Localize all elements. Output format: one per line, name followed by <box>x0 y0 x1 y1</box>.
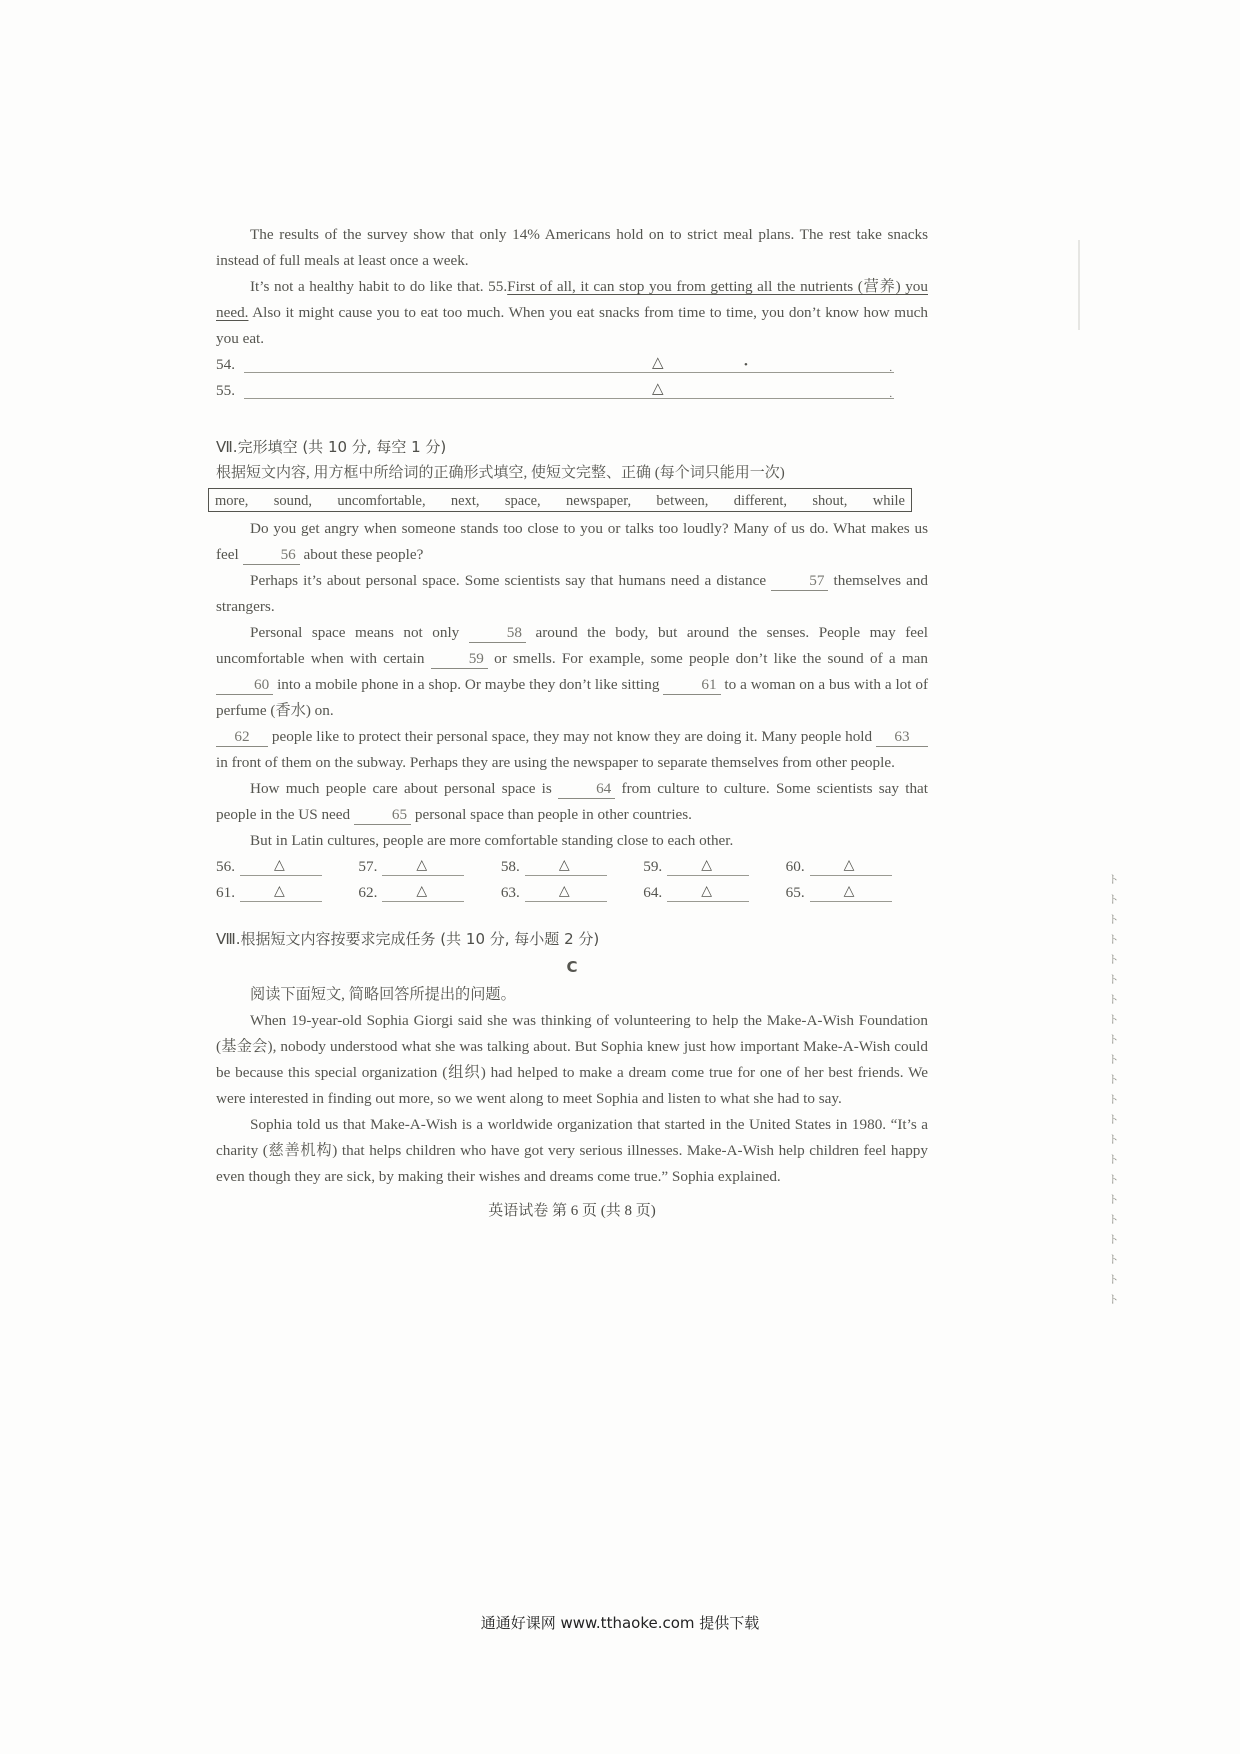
triangle-mark: △ <box>558 884 570 899</box>
triangle-mark: △ <box>701 858 712 873</box>
page-number-footer: 英语试卷 第 6 页 (共 8 页) <box>488 1203 656 1219</box>
section-7-instruction: 根据短文内容, 用方框中所给词的正确形式填空, 使短文完整、正确 (每个词只能用一次) <box>216 465 785 481</box>
word-bank-item: newspaper, <box>566 493 632 509</box>
answer-grid-row <box>216 880 928 906</box>
triangle-mark: △ <box>701 884 712 899</box>
triangle-mark: △ <box>274 858 285 873</box>
cloze-blank-64[interactable]: 64 <box>558 780 615 799</box>
reading-paragraph: Sophia told us that Make-A-Wish is a worldwide organization that started in the United States in 1980. “It’s a charity (慈善机构) that helps children who have got very serious illnesses. Make-A-Wish help children feel happy even though they are sick, by making their wishes and dreams come true.” Sophia explained. <box>216 1116 928 1185</box>
cloze-blank-61[interactable]: 61 <box>663 676 720 695</box>
ink-speck: . <box>889 389 892 400</box>
answer-cell-61[interactable]: 61. △ <box>216 880 358 906</box>
scanned-exam-page <box>216 222 928 1239</box>
triangle-mark: △ <box>274 884 285 899</box>
triangle-mark: △ <box>558 858 570 873</box>
cloze-blank-60[interactable]: 60 <box>216 676 273 695</box>
answer-cell-59[interactable]: 59. △ <box>643 854 785 880</box>
triangle-mark: △ <box>652 381 664 397</box>
cloze-paragraph: Do you get angry when someone stands too close to you or talks too loudly? Many of us do. What makes us feel 56 about these people? <box>216 520 928 563</box>
cloze-blank-58[interactable]: 58 <box>469 624 526 643</box>
section-8-instruction: 阅读下面短文, 简略回答所提出的问题。 <box>250 986 516 1003</box>
word-bank-item: space, <box>504 493 541 509</box>
cloze-paragraph: But in Latin cultures, people are more comfortable standing close to each other. <box>250 832 734 849</box>
word-bank-item: shout, <box>812 493 848 509</box>
cloze-blank-62[interactable]: 62 <box>216 728 268 747</box>
answer-cell-60[interactable]: 60. △ <box>786 854 928 880</box>
word-bank-item: sound, <box>273 493 313 509</box>
cloze-blank-57[interactable]: 57 <box>771 572 828 591</box>
triangle-mark: △ <box>652 355 664 371</box>
answer-number: 55. <box>216 382 235 399</box>
answer-line-54[interactable] <box>216 352 928 378</box>
answer-cell-56[interactable]: 56. △ <box>216 854 358 880</box>
answer-rule <box>244 372 894 373</box>
answer-cell-58[interactable]: 58. △ <box>501 854 643 880</box>
cloze-paragraph: Perhaps it’s about personal space. Some scientists say that humans need a distance 57 themselves and strangers. <box>216 572 928 615</box>
word-bank-item: next, <box>450 493 480 509</box>
cloze-paragraph: 62 people like to protect their personal space, they may not know they are doing it. Many people hold 63 in front of them on the subway. Perhaps they are using the newspaper to separate themselves from other people. <box>216 724 928 776</box>
reading-paragraph: When 19-year-old Sophia Giorgi said she was thinking of volunteering to help the Make-A-Wish Foundation (基金会), nobody understood what she was talking about. But Sophia knew just how important Make-A-Wish could be because this special organization (组织) had helped to make a dream come true for one of her best friends. We were interested in finding out more, so we went along to meet Sophia and listen to what she had to say. <box>216 1012 928 1107</box>
cloze-blank-56[interactable]: 56 <box>243 546 300 565</box>
word-bank-item: between, <box>656 493 709 509</box>
binding-margin-marks: ト ト ト ト ト ト ト ト ト ト ト ト ト ト ト ト ト ト ト ト ト ト <box>1108 873 1119 1306</box>
answer-number: 54. <box>216 356 235 373</box>
cloze-blank-63[interactable]: 63 <box>876 728 928 747</box>
download-credit: 通通好课网 www.tthaoke.com 提供下载 <box>480 1614 760 1632</box>
answer-cell-57[interactable]: 57. △ <box>358 854 500 880</box>
answer-cell-64[interactable]: 64. △ <box>643 880 785 906</box>
triangle-mark: △ <box>416 858 428 873</box>
triangle-mark: △ <box>843 858 855 873</box>
answer-cell-62[interactable]: 62. △ <box>358 880 500 906</box>
answer-line-55[interactable] <box>216 378 928 404</box>
word-bank-item: uncomfortable, <box>337 493 426 509</box>
cloze-paragraph: How much people care about personal space is 64 from culture to culture. Some scientists say that people in the US need 65 personal space than people in other countries. <box>216 780 929 823</box>
section-8-heading: Ⅷ.根据短文内容按要求完成任务 (共 10 分, 每小题 2 分) <box>216 930 600 948</box>
word-bank <box>208 488 912 512</box>
word-bank-item: while <box>872 493 905 509</box>
cloze-blank-65[interactable]: 65 <box>354 806 411 825</box>
passage-label: C <box>566 958 578 976</box>
ink-speck: . <box>889 363 892 374</box>
word-bank-item: different, <box>733 493 787 509</box>
passage-paragraph: The results of the survey show that only 14% Americans hold on to strict meal plans. The rest take snacks instead of full meals at least once a week. <box>216 226 928 269</box>
scan-speck <box>1078 240 1080 330</box>
passage-paragraph: It’s not a healthy habit to do like that. 55.First of all, it can stop you from getting all the nutrients (营养) you need. Also it might cause you to eat too much. When you eat snacks from time to time, you don’t know how much you eat. <box>216 278 928 347</box>
answer-cell-63[interactable]: 63. △ <box>501 880 643 906</box>
answer-cell-65[interactable]: 65. △ <box>786 880 928 906</box>
triangle-mark: △ <box>416 884 428 899</box>
triangle-mark: △ <box>843 884 855 899</box>
ink-speck: • <box>744 359 748 371</box>
answer-rule <box>244 398 894 399</box>
cloze-blank-59[interactable]: 59 <box>431 650 488 669</box>
word-bank-item: more, <box>215 493 249 509</box>
section-7-heading: Ⅶ.完形填空 (共 10 分, 每空 1 分) <box>216 438 447 456</box>
answer-grid-row <box>216 854 928 880</box>
underlined-sentence-55: First of all, it can stop you from getting all the nutrients (营养) you need. <box>216 278 928 321</box>
cloze-paragraph: Personal space means not only 58 around the body, but around the senses. People may feel uncomfortable when with certain 59 or smells. For example, some people don’t like the sound of a man 60 into a mobile phone in a shop. Or maybe they don’t like sitting 61 to a woman on a bus with a lot of perfume (香水) on. <box>216 624 928 719</box>
